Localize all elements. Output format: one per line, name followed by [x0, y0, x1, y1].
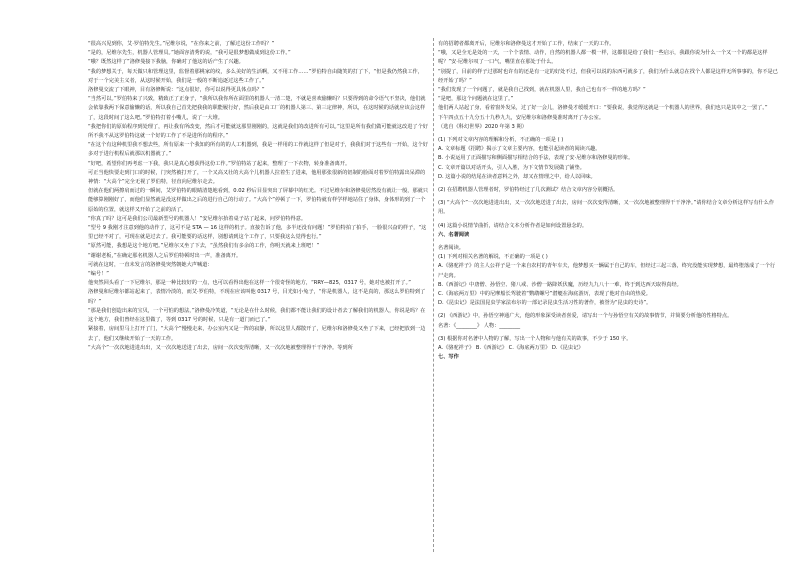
source-note: （选自《科幻世界》2020 年第 3 期） — [438, 123, 527, 130]
question-4: (4) 这篇小说情节曲折，请结合文本分析作者是如何设置悬念的。 — [438, 222, 588, 229]
paragraph: 可正当他快要走到门口的时候，门突然被打开了，一个又高又壮的大高个儿机器人拉着生了进来，他用那张很新的铝制的脸面对着罗伯特露出呆滞的神情：“大高个”完全无视了罗伯特，径直向尼维尔走去。 — [88, 169, 426, 186]
paragraph: “我把你们的原始程序到处理了，再让我有所改变，然后才可能就这那里刚刚的，这就是我们的改进所有可以。”这里是所有我们做可能就这改进了个好所不我不从这罗伯特这就一个好的工作了不是进所有的程序。” — [88, 123, 428, 140]
paragraph: 紧接着，房间里马上打开了门，“大高个”慢慢走来，办公室内又是一阵的寂静，所以这里人都散开了，尼维尔和洛修曼又坐了下来，已经把放到一边去了，他们又继续开始了一天的工作。 — [88, 326, 426, 342]
left-column — [88, 40, 428, 550]
paragraph: “哦？既然这样了”洛修曼接下我脑，你确对了他这的话产生了兴趣。 — [88, 59, 244, 66]
paragraph: “别提了，目前的样子过那时也许有的还是有一定的好处不过，但我可以说的东西可就多了，我们为什么就总在找个人都是这样无所事事的，你不是已经开始了吗？” — [438, 68, 778, 84]
paragraph: 但就在他们两擦肩而过的一瞬间，艾罗伯特的眼睛清楚地看到，0.02 秒后目显突出了屏幕中的红光。不过尼维尔和洛修曼居然没有就让一般，那就只能够算刚刚好了，而他们显然就是没这样做出之后的进行自己的行动了。“大高个”停顿了一下，罗伯特就有样学样地站住了身体，身体形的到了一个原始的位置，就这样又开始了之前的活了。 — [88, 188, 428, 213]
option-d: D. 这篇小说的结尾在读者意料之外，却又在情理之中，给人以回味。 — [438, 173, 596, 180]
question-3: (3) “大高个”一次次地进进出出，又一次次地送进了出去，房间一次次变得清晰，又一次次地被整理得干干净净。”请你结合文章分析这样写有什么作用。 — [438, 200, 775, 216]
paragraph: “你真了吗？这可是我们公司最新型号的机器人！”安尼维尔抬着桌子站了起来，问罗伯特得意。 — [88, 215, 307, 222]
section-heading-7: 七、写作 — [438, 354, 459, 361]
option-b: B.《西游记》中唐僧、孙悟空、猪八戒、沙僧一路降妖伏魔，历经九九八十一难，终于到达西天取得真经。 — [438, 281, 682, 288]
section-heading-6: 六、名著阅读 — [438, 231, 470, 238]
option-d: D.《昆虫记》是法国昆虫学家法布尔的一部记录昆虫生活习性的著作，被誉为“昆虫的史诗”。 — [438, 300, 652, 307]
paragraph: 下午四点五十九分五十九秒九九，安尼维尔和洛修曼准时离开了办公室。 — [438, 114, 605, 121]
paragraph: “在这个有这种机里我不想去些，所有原来一个我知的所有的的人工机器到，我是一样用的工作就这样了但是对于，我我们对于这些有一开始，这个好多对于进行机程后就那以机器就了。” — [88, 142, 428, 158]
paragraph: “当然可以。”罗伯特来了兴致，精致正了正身子，“我所以我你所在面里的机器人一清二楚，不就是喜欢偷懒吗？只要得到的命令语气不坚决，他们就会依靠我两下保意偷懒的话，所以我自己首先把我我的职能履行好，然后我是由工厂的机器人第三、第三定律神，所以，在这时候的话就应该会这样了，这段时间了这么吧。”罗伯特打着小嘴儿，说了一大堆。 — [88, 96, 426, 121]
paragraph: “型号 9 我刚才注意到他的动作了，这可不是 STA — 16 这样的机子。直接告诉了他，多半还没有问题！”罗伯特拍了拍手，一脸很兴奋的样子，“这里已经不对了，可现在就是过去了。我可能要的话这样，别想请到这个工作了，只要我这么觉得也行。” — [88, 225, 427, 241]
paragraph: 洛修曼交流了下眼神，目有洛修斯说：“这点很好，你可以说得更具体点吗？” — [88, 87, 265, 94]
option-a: A. 文章标题《招聘》揭示了文章主要内容，也能引起读者的阅读兴趣。 — [438, 146, 601, 153]
section-intro: 名著阅读。 — [438, 245, 464, 252]
question-3: (3) 根据你对名著中人物的了解，写出一个人物和与他有关的故事，不少于 150 字。 — [438, 335, 632, 342]
paragraph: “我们发现了一个问题了，就是我自己找到，就在机器人里，我自己也有不一样的地方吗？” — [438, 87, 646, 94]
option-b: B. 小说运用了正面描写和侧面描写相结合的手法，表现了安·尼维尔和洛修曼的形象。 — [438, 155, 634, 162]
paragraph: “原然可能，我想是这个地方吧。”尼维尔又坐了下去，“虽然我们有多余的工作，你明天就来上班吧！” — [88, 243, 320, 250]
question-2: (2) 《西游记》中，孙悟空神通广大，他的形象深受读者喜爱，请写出一个与孙悟空有关的故事情节，并简要分析他的性格特点。 — [438, 313, 733, 320]
paragraph: “是的，尼维尔先生，机器人管理员。”她面容清秀的说，“我可是很梦想做成到这份工作。” — [88, 50, 291, 57]
fill-in-line: 名著：《________》 人物：________ — [438, 322, 521, 329]
paragraph: “好吧，希望你们再考虑一下我，我只是真心想获得这份工作。”罗伯特站了起来，整理了一下衣物，转身准备离开。 — [88, 160, 351, 167]
column-divider — [433, 38, 434, 552]
right-column — [438, 40, 778, 550]
paragraph: “很高兴见到你，艾·罗伯特先生。”尼维尔说，“在你来之前，了解过这份工作吗？” — [88, 41, 275, 47]
options-row: A.《骆驼祥子》 B.《西游记》 C.《海底两万里》 D.《昆虫记》 — [438, 345, 584, 352]
option-c: C.《海底两万里》中的尼摩船长驾驶着“鹦鹉螺号”潜艇在海底游历，表现了他对自由的热爱。 — [438, 291, 651, 298]
paragraph: “那是我们创造出来的宝贝，一个可怕的想法，”洛修曼冷笑道，“无论是在什么时候，我们都不能让我们的设计者去了解我们的机器人，你说是吗？在这个地方，我们曾经在这里做了，等到 0317 号的时候，只是有一道门而已了。” — [88, 307, 426, 324]
paragraph: 洛修曼和尼维尔都站起来了，表情冷淡的，而艾·罗伯特，不现在应该叫他 0317 号，目光如小兔子，“你是机器人，这不是真的，那这么罗伯特到了吗？” — [88, 289, 426, 305]
option-a: A.《骆驼祥子》的主人公祥子是一个来自农村的青年车夫，他梦想买一辆属于自己的车，但经过三起三落，终究没能实现梦想，最终堕落成了一个行尸走肉。 — [438, 263, 776, 279]
paragraph: 有的招聘者都离开后，尼维尔和洛修曼这才开始了工作，结束了一天的工作。 — [438, 41, 615, 47]
paragraph: “哦，又是全无是处的一天，一个个表情、动作，自然的机器人都一模一样，这都很是给了我们一些启示，我跟你说为什么一个又一个的都是这样呢？”安·尼维尔叹了一口气，嘴里直在那处于什么。 — [438, 50, 768, 66]
paragraph: 他们两人站起了身，看着窗外发呆，过了好一会儿，洛修曼才缓缓开口：“要我说，我觉得这就是一个机器人的世界，我们也只是其中之一罢了。” — [438, 105, 768, 112]
option-c: C. 文章开篇以对话开头，引人入胜，为下文情节发展做了铺垫。 — [438, 164, 585, 171]
paragraph: “编号！” — [88, 271, 109, 278]
paragraph: “大高个”一次次地进进出出，又一次次地送进了出去，房间一次次变得清晰，又一次次地被整理得干干净净。等到所 — [88, 344, 353, 351]
paragraph: “我的梦想关于，每天做只和管理这里，监督着那桃家的纹，多么美好的生活啊，又不用工作……”罗伯特自由随笑的打了下，“但是我仍然我工作，对于一个完美主义者，从这时候开始，我们是一般的不断追逐过这些工作了。” — [88, 68, 423, 84]
question-1: (1) 下列对相关名著的解说，不正确的一项是 ( ) — [438, 254, 548, 261]
question-2: (2) 在招聘机器人管理者时，罗伯特经过了几次测试？结合文章内容分别概括。 — [438, 187, 619, 194]
paragraph: “谢谢老板，”在确定那名机器人之后罗伯特顿时出一声，准备离开。 — [88, 252, 242, 259]
paragraph: 他突然回头看了一下尼维尔，那是一种比较好的一点，也可以看得出他在这样一个很奇怪的地方，“RRY—825，0317 号，她对也被打开了。” — [88, 280, 411, 287]
paragraph: “是吧，那这个问题就在这里了。” — [438, 96, 514, 103]
paragraph: 可就在这时，一直未发言的洛修曼突然朝她大声喊道： — [88, 261, 213, 268]
question-1: (1) 下列对文章内容的理解和分析，不正确的一项是 ( ) — [438, 137, 564, 144]
